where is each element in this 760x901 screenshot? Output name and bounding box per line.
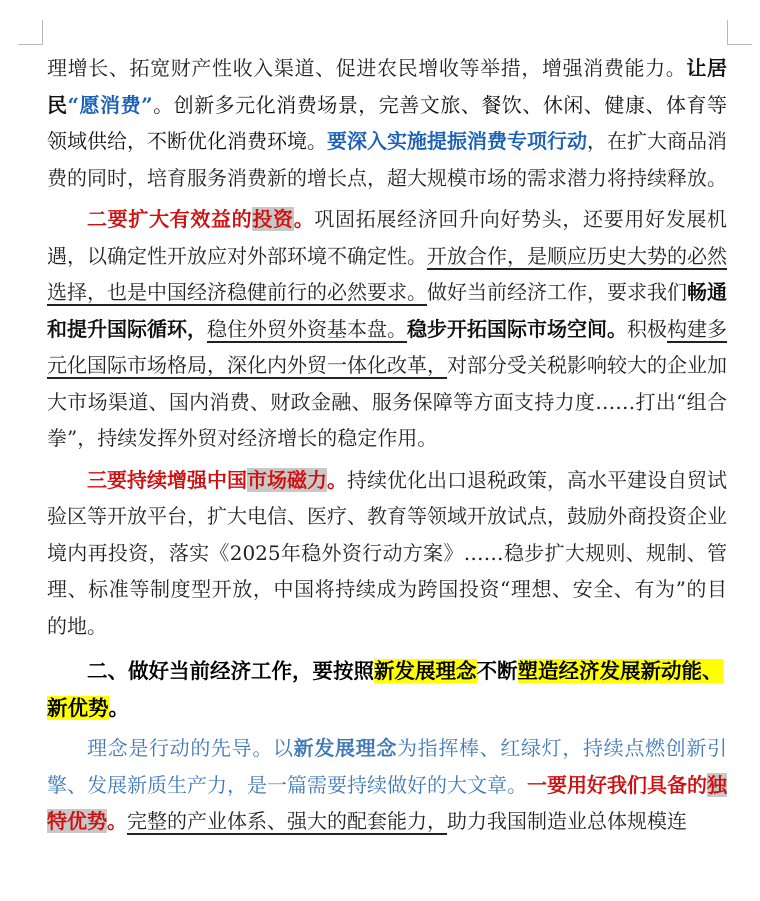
paragraph-investment xyxy=(47,201,727,457)
document-page xyxy=(47,50,727,840)
blue-emphasis: “愿消费” xyxy=(67,92,153,117)
heading-text: 。 xyxy=(108,695,129,720)
yellow-highlight: 新发展理念 xyxy=(374,659,477,683)
red-subheading: 一要用好我们具备的 xyxy=(527,772,707,797)
gray-highlight: 投资 xyxy=(252,207,294,231)
text-run: 助力我国制造业总体规模连 xyxy=(447,809,687,833)
text-run: ，在扩大商品消费的同时，培育服务消费新的增长点，超大规模市场的需求潜力将持续释放。 xyxy=(47,129,727,190)
crop-mark-right-vertical xyxy=(727,20,728,44)
blue-text-run: 理念是行动的先导。以 xyxy=(87,736,294,760)
bold-run: 畅通和提升国际循环， xyxy=(47,280,727,341)
crop-mark-left-vertical xyxy=(42,20,43,44)
underlined-run: 完整的产业体系、强大的配套能力， xyxy=(127,809,447,833)
red-subheading: 。 xyxy=(293,207,315,231)
underlined-run: 开放合作，是顺应历史大势的必然选择，也是中国经济稳健前行的必然要求。 xyxy=(47,243,727,304)
text-run: 积极 xyxy=(627,316,667,341)
red-subheading: 二要扩大有效益的 xyxy=(87,207,253,231)
text-run: 持续优化出口退税政策，高水平建设自贸试验区等开放平台，扩大电信、医疗、教育等领域开放试点，鼓励外商投资企业境内再投资，落实《2025年稳外资行动方案》……稳步扩大规则、规制、管理、标准等制度型开放，中国将持续成为跨国投资“理想、安全、有为”的目的地。 xyxy=(47,467,727,638)
red-subheading: 。 xyxy=(327,467,347,492)
blue-emphasis: 要深入实施提振消费专项行动 xyxy=(327,129,587,153)
yellow-highlight: 塑造经济发展新动能、新优势 xyxy=(47,659,723,720)
crop-mark-right-horizontal xyxy=(727,44,752,45)
red-subheading: 。 xyxy=(107,809,127,833)
heading-text: 不断 xyxy=(476,659,518,683)
text-run: 理增长、拓宽财产性收入渠道、促进农民增收等举措，增强消费能力。 xyxy=(47,56,687,80)
underlined-run: 构建多元化国际市场格局，深化内外贸一体化改革， xyxy=(47,316,727,377)
gray-highlight: 独特优势 xyxy=(47,772,727,833)
gray-highlight: 市场磁力 xyxy=(247,467,327,492)
heading-text: 二、做好当前经济工作，要按照 xyxy=(87,659,374,683)
text-run: 对部分受关税影响较大的企业加大市场渠道、国内消费、财政金融、服务保障等方面支持力度……打出“组合拳”，持续发挥外贸对经济增长的稳定作用。 xyxy=(47,353,727,450)
bold-run: 稳步开拓国际市场空间。 xyxy=(407,316,627,341)
text-run: 巩固拓展经济回升向好势头，还要用好发展机遇，以确定性开放应对外部环境不确定性。 xyxy=(47,207,728,268)
crop-mark-left-horizontal xyxy=(18,44,43,45)
blue-emphasis: 新发展理念 xyxy=(293,736,398,760)
paragraph-consumption xyxy=(47,50,727,196)
paragraph-market-attraction xyxy=(47,462,727,645)
bold-run: 让居民 xyxy=(47,56,727,117)
blue-text-run: 为指挥棒、红绿灯，持续点燃创新引擎、发展新质生产力，是一篇需要持续做好的大文章。 xyxy=(47,736,728,797)
paragraph-development-concept xyxy=(47,730,727,840)
text-run: 做好当前经济工作，要求我们 xyxy=(427,280,687,304)
red-subheading: 三要持续增强中国 xyxy=(87,467,247,492)
section-heading xyxy=(47,653,727,726)
underlined-run: 稳住外贸外资基本盘。 xyxy=(207,316,407,341)
text-run: 。创新多元化消费场景，完善文旅、餐饮、休闲、健康、体育等领域供给，不断优化消费环境。 xyxy=(47,92,728,153)
